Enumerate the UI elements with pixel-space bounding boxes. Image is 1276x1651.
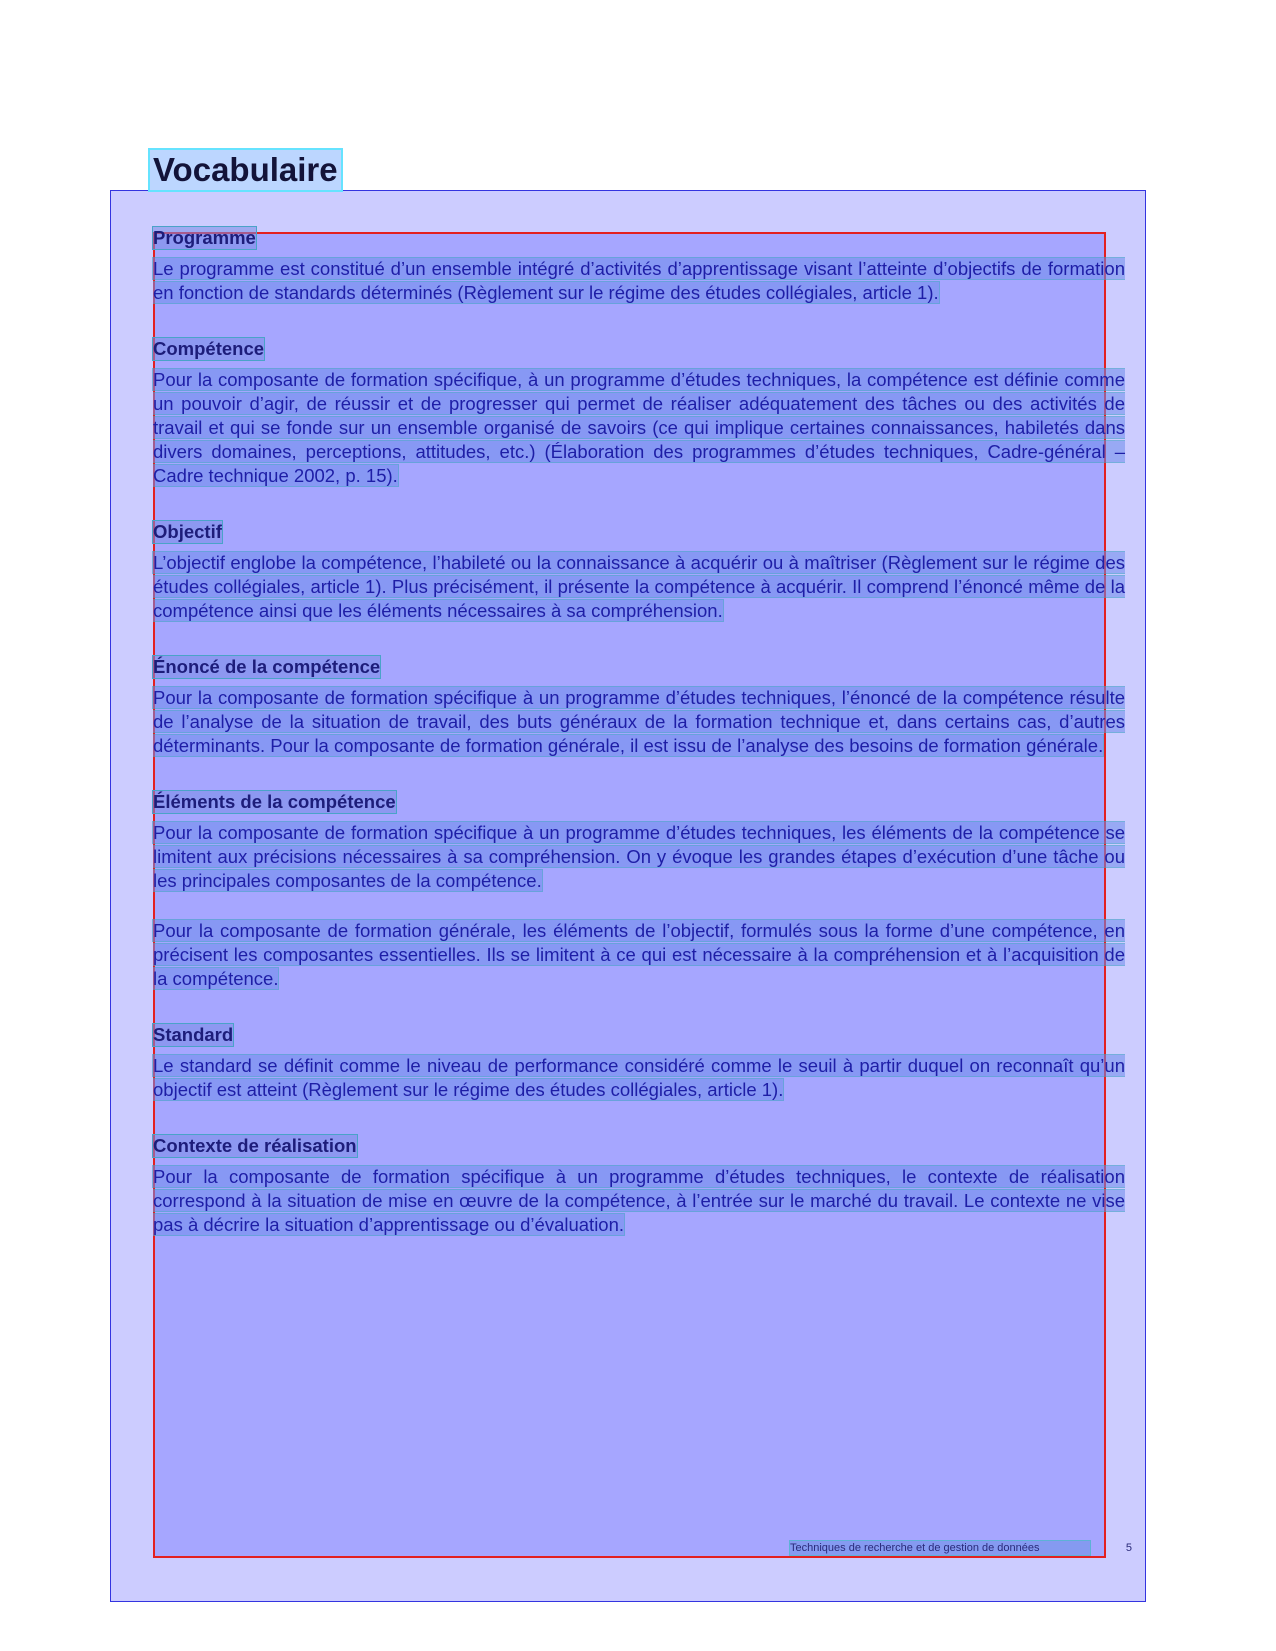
section-paragraph: L’objectif englobe la compétence, l’habileté ou la connaissance à acquérir ou à maîtriser (Règlement sur le régime des études collégiales, article 1). Plus précisément, il présente la compétence à acquérir. Il comprend l’énoncé même de la compétence ainsi que les éléments nécessaires à sa compréhension. bbox=[153, 552, 1125, 621]
section-heading: Contexte de réalisation bbox=[153, 1135, 357, 1156]
section-paragraph: Le standard se définit comme le niveau de performance considéré comme le seuil à partir duquel on reconnaît qu’un objectif est atteint (Règlement sur le régime des études collégiales, article 1). bbox=[153, 1055, 1125, 1100]
section-elements bbox=[153, 791, 1125, 991]
section-heading: Standard bbox=[153, 1024, 234, 1045]
section-heading: Objectif bbox=[153, 521, 222, 542]
section-heading: Énoncé de la compétence bbox=[153, 656, 381, 677]
document-body bbox=[153, 227, 1125, 1270]
page-number: 5 bbox=[1125, 1542, 1132, 1554]
section-paragraph: Pour la composante de formation générale, les éléments de l’objectif, formulés sous la forme d’une compétence, en précisent les composantes essentielles. Ils se limitent à ce qui est nécessaire à la compréhension et à l’acquisition de la compétence. bbox=[153, 920, 1125, 989]
section-paragraph: Pour la composante de formation spécifique à un programme d’études techniques, l’énoncé de la compétence résulte de l’analyse de la situation de travail, des buts généraux de la formation technique et, dans certains cas, d’autres déterminants. Pour la composante de formation générale, il est issu de l’analyse des besoins de formation générale. bbox=[153, 687, 1125, 756]
section-paragraph: Pour la composante de formation spécifique à un programme d’études techniques, les éléments de la compétence se limitent aux précisions nécessaires à sa compréhension. On y évoque les grandes étapes d’exécution d’une tâche ou les principales composantes de la compétence. bbox=[153, 822, 1125, 891]
section-enonce bbox=[153, 656, 1125, 758]
section-contexte bbox=[153, 1135, 1125, 1237]
section-heading: Programme bbox=[153, 227, 256, 248]
section-paragraph: Pour la composante de formation spécifique, à un programme d’études techniques, la compétence est définie comme un pouvoir d’agir, de réussir et de progresser qui permet de réaliser adéquatement des tâches ou des activités de travail et qui se fonde sur un ensemble organisé de savoirs (ce qui implique certaines connaissances, habiletés dans divers domaines, perceptions, attitudes, etc.) (Élaboration des programmes d’études techniques, Cadre-général – Cadre technique 2002, p. 15). bbox=[153, 369, 1125, 486]
section-paragraph: Pour la composante de formation spécifique à un programme d’études techniques, le contexte de réalisation correspond à la situation de mise en œuvre de la compétence, à l’entrée sur le marché du travail. Le contexte ne vise pas à décrire la situation d’apprentissage ou d’évaluation. bbox=[153, 1166, 1125, 1235]
section-objectif bbox=[153, 521, 1125, 623]
section-heading: Compétence bbox=[153, 338, 265, 359]
section-standard bbox=[153, 1024, 1125, 1102]
section-programme bbox=[153, 227, 1125, 305]
section-paragraph: Le programme est constitué d’un ensemble intégré d’activités d’apprentissage visant l’atteinte d’objectifs de formation en fonction de standards déterminés (Règlement sur le régime des études collégiales, article 1). bbox=[153, 258, 1125, 303]
section-competence bbox=[153, 338, 1125, 488]
section-heading: Éléments de la compétence bbox=[153, 791, 396, 812]
page-title: Vocabulaire bbox=[150, 150, 341, 190]
footer-text: Techniques de recherche et de gestion de données bbox=[790, 1541, 1090, 1555]
